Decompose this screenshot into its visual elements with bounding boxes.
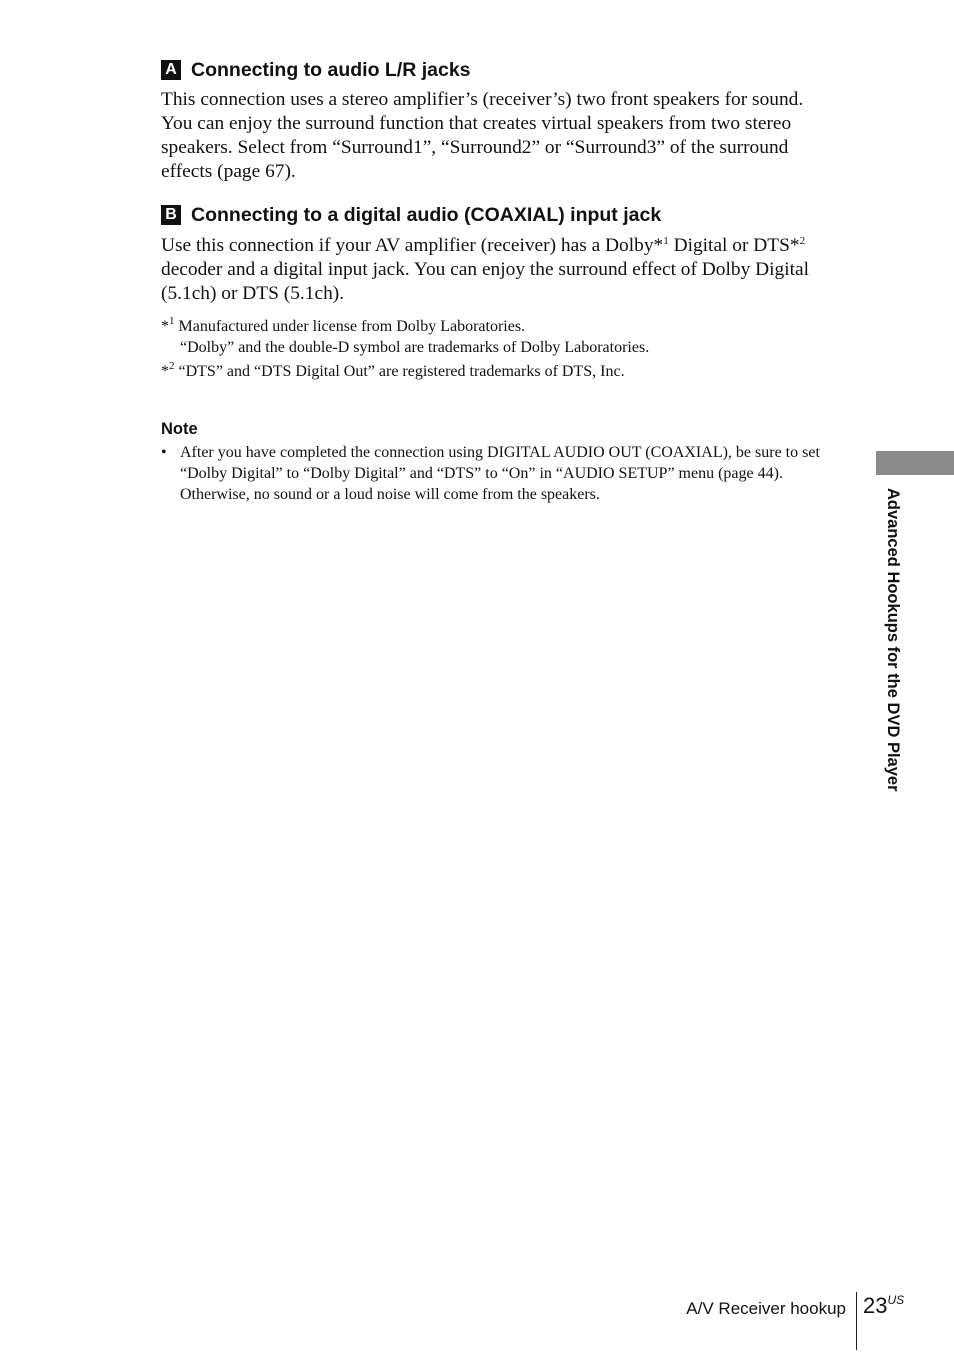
footnote-1 (161, 316, 525, 337)
section-b-heading (161, 203, 661, 227)
paragraph-line: (5.1ch) or DTS (5.1ch). (161, 283, 345, 304)
footnote-marker: * (161, 318, 169, 335)
text-run: Digital or DTS* (668, 235, 800, 256)
footnote-text: Manufactured under license from Dolby Laboratories. (174, 318, 526, 335)
side-section-label-text: Advanced Hookups for the DVD Player (884, 488, 902, 792)
paragraph-line: decoder and a digital input jack. You can enjoy the surround effect of Dolby Digital (161, 259, 809, 280)
note-bullet: • (161, 444, 167, 461)
section-a-title: Connecting to audio L/R jacks (191, 59, 471, 81)
page-number-suffix: US (887, 1293, 905, 1307)
section-a-letter-badge: A (161, 60, 181, 80)
footnote-ref-2: 2 (799, 235, 806, 247)
side-tab-marker (876, 451, 954, 475)
section-b-title: Connecting to a digital audio (COAXIAL) input jack (191, 204, 662, 226)
page-number-value: 23 (863, 1293, 888, 1318)
footnote-2 (161, 361, 625, 382)
footer-section-title: A/V Receiver hookup (686, 1299, 846, 1318)
section-b-letter-badge: B (161, 205, 181, 225)
note-text: After you have completed the connection using DIGITAL AUDIO OUT (COAXIAL), be sure to set “Dolby Digital” to “Dolby Digital” and “DTS” to “On” in “AUDIO SETUP” menu (page 44). Otherwise, no sound or a loud noise will come from the speakers. (180, 444, 820, 503)
footnote-text: “DTS” and “DTS Digital Out” are registered trademarks of DTS, Inc. (174, 363, 625, 380)
footnote-ref-1: 1 (663, 235, 669, 247)
paragraph-line: You can enjoy the surround function that creates virtual speakers from two stereo (161, 113, 792, 134)
paragraph-line: This connection uses a stereo amplifier’s (receiver’s) two front speakers for sound. (161, 89, 804, 110)
page-number (863, 1291, 904, 1321)
side-section-label (881, 488, 907, 863)
paragraph-line: effects (page 67). (161, 161, 296, 182)
section-a-heading (161, 58, 471, 82)
footer-divider (856, 1292, 857, 1350)
section-a-paragraph (161, 88, 851, 184)
footnote-1-continuation: “Dolby” and the double-D symbol are trademarks of Dolby Laboratories. (180, 339, 650, 356)
text-run: Use this connection if your AV amplifier (receiver) has a Dolby* (161, 235, 664, 256)
footnote-marker: * (161, 363, 169, 380)
paragraph-line (161, 234, 851, 258)
section-b-paragraph (161, 234, 851, 306)
footnote-number: 2 (169, 360, 175, 372)
paragraph-line: speakers. Select from “Surround1”, “Surround2” or “Surround3” of the surround (161, 137, 789, 158)
footnote-number: 1 (169, 315, 175, 327)
note-heading: Note (161, 420, 198, 438)
